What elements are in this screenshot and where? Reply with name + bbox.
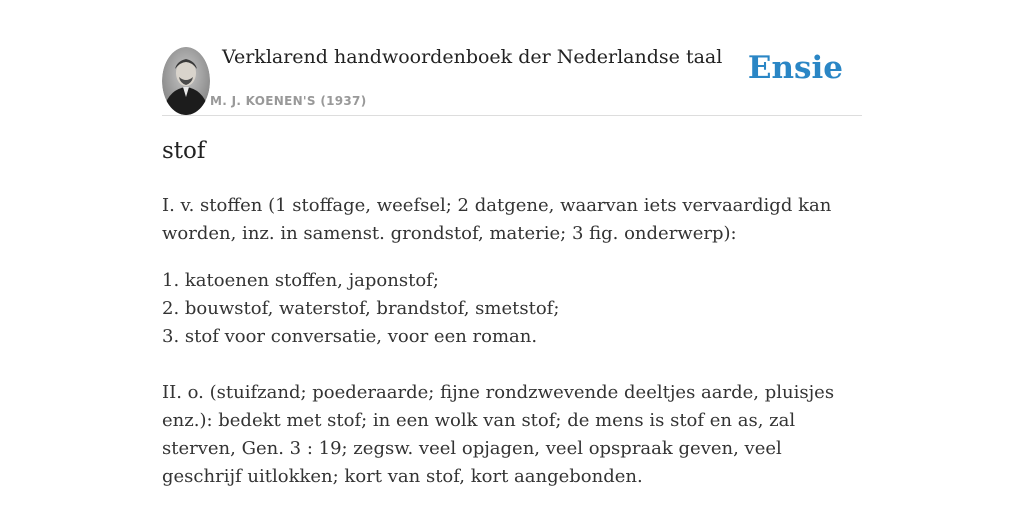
- book-title: Verklarend handwoordenboek der Nederlandse taal: [222, 46, 723, 68]
- example-list: [162, 267, 862, 351]
- book-author: M. J. KOENEN'S (1937): [210, 94, 367, 108]
- definition-2: II. o. (stuifzand; poederaarde; fijne rondzwevende deeltjes aarde, pluisjes enz.): bedekt met stof; in een wolk van stof; de mens is stof en as, zal sterven, Gen. 3 : 19; zegsw. veel opjagen, veel opspraak geven, veel geschrijf uitlokken; kort van stof, kort aangebonden.: [162, 382, 835, 487]
- entry-headword: stof: [162, 138, 206, 164]
- example-item: 3. stof voor conversatie, voor een roman.: [162, 326, 538, 347]
- ensie-logo-link[interactable]: Ensie: [747, 50, 843, 86]
- example-item: 2. bouwstof, waterstof, brandstof, smetstof;: [162, 298, 560, 319]
- example-item: 1. katoenen stoffen, japonstof;: [162, 270, 439, 291]
- dictionary-header: [162, 40, 862, 116]
- author-portrait-icon: [162, 47, 210, 115]
- definition-1: I. v. stoffen (1 stoffage, weefsel; 2 datgene, waarvan iets vervaardigd kan worden, inz. in samenst. grondstof, materie; 3 fig. onderwerp):: [162, 195, 832, 244]
